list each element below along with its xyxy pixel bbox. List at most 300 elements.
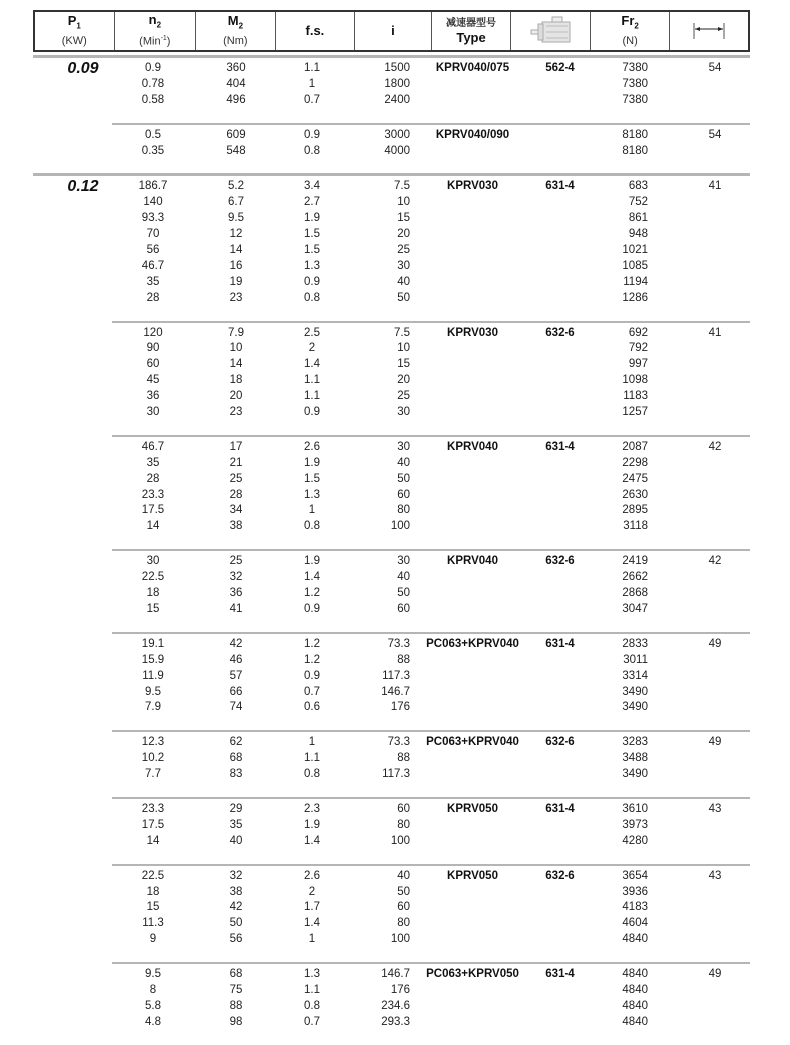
cell-fs: 1 (308, 736, 316, 749)
table-row (0, 243, 750, 259)
table-row (0, 900, 750, 916)
header-dimension (670, 12, 748, 50)
cell-n2: 30 (146, 406, 160, 419)
cell-fr2: 4840 (622, 999, 648, 1012)
table-row (0, 818, 750, 834)
cell-motor: 631-4 (545, 180, 575, 193)
cell-n2: 19.1 (141, 637, 165, 650)
cell-m2: 23 (229, 406, 243, 419)
cell-dimension: 43 (708, 802, 722, 815)
cell-m2: 496 (226, 93, 246, 106)
cell-fr2: 1286 (622, 291, 648, 304)
cell-fs: 2 (308, 342, 316, 355)
type-label: Type (456, 30, 486, 45)
cell-m2: 28 (229, 488, 243, 501)
cell-n2: 23.3 (141, 488, 165, 501)
cell-fs: 1.3 (304, 968, 320, 981)
cell-type: KPRV040/075 (435, 62, 510, 74)
performance-table (0, 55, 790, 1045)
table-row (0, 291, 750, 307)
table-row (0, 767, 750, 783)
cell-n2: 15 (146, 602, 160, 615)
cell-type: PC063+KPRV040 (426, 637, 519, 650)
cell-m2: 16 (229, 259, 243, 272)
table-row (0, 586, 750, 602)
cell-fr2: 3490 (622, 701, 648, 714)
cell-type: KPRV050 (447, 802, 498, 815)
table-group (112, 864, 750, 962)
cell-ratio: 3000 (384, 128, 410, 141)
cell-m2: 98 (229, 1015, 243, 1028)
table-group (112, 435, 750, 549)
i-symbol: i (391, 23, 395, 38)
cell-m2: 36 (229, 587, 243, 600)
cell-m2: 75 (229, 983, 243, 996)
cell-ratio: 25 (397, 244, 410, 257)
cell-ratio: 234.6 (381, 999, 410, 1012)
cell-ratio: 60 (397, 488, 410, 501)
cell-ratio: 50 (397, 885, 410, 898)
cell-fs: 1.4 (304, 358, 320, 371)
cell-n2: 9 (149, 933, 157, 946)
cell-n2: 18 (146, 587, 160, 600)
cell-m2: 12 (229, 228, 243, 241)
cell-fs: 1.1 (304, 62, 320, 74)
cell-fs: 0.6 (304, 701, 320, 714)
cell-ratio: 100 (390, 834, 410, 847)
header-m2 (196, 12, 276, 50)
cell-fs: 2.3 (304, 802, 320, 815)
cell-fs: 1.4 (304, 571, 320, 584)
cell-n2: 35 (146, 456, 160, 469)
cell-ratio: 50 (397, 587, 410, 600)
cell-n2: 120 (143, 326, 163, 339)
cell-fs: 2.7 (304, 196, 320, 209)
table-row (0, 456, 750, 472)
cell-fr2: 3490 (622, 685, 648, 698)
cell-fs: 0.8 (304, 144, 320, 157)
cell-m2: 42 (229, 637, 243, 650)
cell-ratio: 60 (397, 901, 410, 914)
cell-fs: 0.8 (304, 768, 320, 781)
table-row (0, 179, 750, 195)
cell-m2: 404 (226, 77, 246, 90)
cell-fr2: 997 (628, 358, 648, 371)
cell-n2: 7.7 (145, 768, 161, 781)
table-group (112, 962, 750, 1045)
cell-m2: 34 (229, 504, 243, 517)
cell-fr2: 683 (628, 180, 648, 193)
table-row (0, 554, 750, 570)
cell-fr2: 792 (628, 342, 648, 355)
table-row (0, 916, 750, 932)
cell-fr2: 8180 (622, 144, 648, 157)
cell-n2: 7.9 (145, 701, 161, 714)
cell-fr2: 3283 (622, 736, 648, 749)
cell-ratio: 25 (397, 390, 410, 403)
cell-fr2: 7380 (622, 93, 648, 106)
table-row (0, 341, 750, 357)
cell-ratio: 146.7 (381, 968, 410, 981)
cell-m2: 57 (229, 669, 243, 682)
cell-fr2: 4280 (622, 834, 648, 847)
cell-fs: 0.9 (304, 128, 320, 141)
cell-motor: 632-6 (545, 869, 575, 882)
cell-n2: 46.7 (141, 440, 165, 453)
cell-n2: 23.3 (141, 802, 165, 815)
cell-fr2: 7380 (622, 62, 648, 74)
cell-fr2: 1257 (622, 406, 648, 419)
cell-ratio: 7.5 (394, 180, 410, 193)
power-value: 0.09 (67, 60, 99, 77)
n2-unit: (Min (139, 36, 161, 49)
cell-n2: 11.3 (142, 917, 164, 930)
cell-fs: 1.5 (304, 228, 320, 241)
cell-fs: 1 (308, 77, 316, 90)
cell-n2: 8 (149, 983, 157, 996)
cell-ratio: 40 (397, 869, 410, 882)
cell-fs: 0.9 (304, 275, 320, 288)
cell-n2: 36 (146, 390, 160, 403)
cell-fr2: 1085 (622, 259, 648, 272)
header-p1 (35, 12, 115, 50)
cell-dimension: 42 (708, 440, 722, 453)
cell-m2: 41 (229, 602, 243, 615)
cell-n2: 12.3 (141, 736, 165, 749)
motor-icon (528, 15, 574, 47)
cell-fs: 0.9 (304, 602, 320, 615)
cell-ratio: 40 (397, 275, 410, 288)
cell-type: KPRV030 (447, 326, 498, 339)
cell-m2: 38 (229, 885, 243, 898)
cell-fr2: 8180 (622, 128, 648, 141)
cell-fr2: 3118 (623, 520, 648, 533)
cell-dimension: 43 (708, 869, 722, 882)
cell-fs: 1 (308, 933, 316, 946)
cell-motor: 632-6 (545, 555, 575, 568)
cell-ratio: 60 (397, 802, 410, 815)
p1-unit: (KW) (61, 34, 87, 47)
cell-n2: 0.58 (141, 93, 165, 106)
cell-n2: 186.7 (138, 180, 168, 193)
cell-ratio: 80 (397, 504, 410, 517)
cell-m2: 18 (229, 374, 243, 387)
cell-n2: 9.5 (145, 968, 161, 981)
cell-dimension: 49 (708, 968, 722, 981)
m2-symbol: M (227, 13, 239, 29)
cell-dimension: 49 (708, 637, 722, 650)
cell-fs: 0.7 (304, 93, 320, 106)
cell-fs: 2.5 (304, 326, 320, 339)
cell-n2: 0.35 (141, 144, 165, 157)
cell-fr2: 4840 (622, 983, 648, 996)
table-row (0, 503, 750, 519)
cell-m2: 14 (229, 244, 243, 257)
fr2-symbol: Fr (621, 13, 635, 29)
cell-m2: 83 (229, 768, 243, 781)
cell-fs: 2 (308, 885, 316, 898)
cell-fr2: 752 (628, 196, 648, 209)
cell-m2: 29 (229, 802, 243, 815)
cell-fr2: 2833 (622, 637, 648, 650)
cell-n2: 30 (146, 555, 160, 568)
cell-n2: 22.5 (141, 571, 165, 584)
cell-type: KPRV030 (447, 180, 498, 193)
cell-fs: 0.9 (304, 406, 320, 419)
table-row (0, 735, 750, 751)
cell-fr2: 2868 (622, 587, 648, 600)
m2-unit: (Nm) (223, 34, 248, 47)
table-group (112, 797, 750, 864)
cell-type: PC063+KPRV050 (426, 968, 519, 981)
cell-m2: 9.5 (228, 212, 244, 225)
cell-fs: 1.2 (304, 637, 320, 650)
cell-m2: 88 (229, 999, 243, 1012)
cell-fs: 1.2 (304, 653, 320, 666)
m2-sub: 2 (238, 21, 244, 31)
cell-ratio: 80 (397, 818, 410, 831)
cell-fs: 1.4 (304, 834, 320, 847)
fr2-unit: (N) (622, 34, 638, 47)
cell-m2: 32 (229, 869, 243, 882)
cell-fs: 1.4 (304, 917, 320, 930)
cell-fr2: 4840 (622, 933, 648, 946)
table-row (0, 326, 750, 342)
cell-m2: 19 (229, 275, 243, 288)
table-header (33, 10, 750, 52)
cell-fr2: 3314 (622, 669, 648, 682)
cell-m2: 5.2 (228, 180, 244, 193)
cell-n2: 15 (146, 901, 160, 914)
cell-fs: 0.9 (304, 669, 320, 682)
cell-fs: 1.2 (304, 587, 320, 600)
cell-ratio: 40 (397, 571, 410, 584)
cell-dimension: 41 (708, 180, 722, 193)
cell-ratio: 146.7 (381, 685, 410, 698)
cell-ratio: 1800 (384, 77, 410, 90)
table-group (112, 321, 750, 435)
cell-m2: 7.9 (228, 326, 244, 339)
cell-ratio: 4000 (384, 144, 410, 157)
cell-ratio: 88 (397, 752, 410, 765)
table-row (0, 700, 750, 716)
cell-fr2: 4840 (622, 1015, 648, 1028)
cell-ratio: 176 (390, 701, 410, 714)
cell-fr2: 1183 (623, 390, 648, 403)
cell-n2: 17.5 (141, 818, 165, 831)
cell-n2: 0.78 (141, 77, 165, 90)
cell-fs: 1 (308, 504, 316, 517)
cell-fr2: 948 (628, 228, 648, 241)
cell-n2: 93.3 (141, 212, 165, 225)
cell-fs: 0.7 (304, 685, 320, 698)
cell-dimension: 54 (708, 128, 722, 141)
cell-fr2: 2298 (622, 456, 648, 469)
cell-n2: 45 (146, 374, 160, 387)
cell-m2: 62 (229, 736, 243, 749)
p1-symbol: P (67, 13, 77, 29)
cell-fs: 1.3 (304, 259, 320, 272)
cell-n2: 22.5 (141, 869, 165, 882)
table-row (0, 685, 750, 701)
cell-n2: 10.2 (141, 752, 165, 765)
cell-fr2: 3047 (622, 602, 648, 615)
cell-ratio: 60 (397, 602, 410, 615)
cell-m2: 68 (229, 752, 243, 765)
cell-m2: 609 (226, 128, 246, 141)
cell-fr2: 3936 (622, 885, 648, 898)
table-row (0, 570, 750, 586)
type-chinese-label: 减速器型号 (446, 18, 497, 29)
header-type (432, 12, 512, 50)
cell-m2: 42 (229, 901, 243, 914)
cell-n2: 17.5 (141, 504, 165, 517)
table-row (0, 932, 750, 948)
header-motor (511, 12, 591, 50)
cell-ratio: 20 (397, 374, 410, 387)
cell-fr2: 692 (628, 326, 648, 339)
table-row (0, 195, 750, 211)
cell-ratio: 30 (397, 406, 410, 419)
cell-ratio: 10 (397, 342, 410, 355)
table-row (0, 653, 750, 669)
cell-m2: 14 (229, 358, 243, 371)
cell-ratio: 293.3 (381, 1015, 410, 1028)
cell-n2: 18 (146, 885, 160, 898)
cell-fr2: 3973 (622, 818, 648, 831)
cell-dimension: 42 (708, 555, 722, 568)
table-group (33, 173, 750, 320)
cell-fs: 2.6 (304, 440, 320, 453)
cell-motor: 632-6 (545, 736, 575, 749)
cell-n2: 46.7 (141, 259, 165, 272)
p1-sub: 1 (76, 21, 81, 31)
cell-fr2: 2087 (622, 440, 648, 453)
cell-m2: 35 (229, 818, 243, 831)
cell-n2: 28 (146, 472, 160, 485)
table-row (0, 802, 750, 818)
cell-fs: 1.1 (304, 374, 320, 387)
cell-ratio: 100 (390, 520, 410, 533)
table-row (0, 472, 750, 488)
cell-motor: 562-4 (545, 62, 575, 74)
cell-fr2: 4604 (622, 917, 648, 930)
cell-motor: 631-4 (545, 440, 575, 453)
cell-fs: 1.3 (304, 488, 320, 501)
table-row (0, 259, 750, 275)
cell-fs: 0.8 (304, 999, 320, 1012)
cell-ratio: 88 (397, 653, 410, 666)
n2-unit-sup: -1 (160, 35, 167, 43)
cell-fs: 0.8 (304, 291, 320, 304)
cell-ratio: 30 (397, 555, 410, 568)
cell-type: PC063+KPRV040 (426, 736, 519, 749)
cell-type: KPRV050 (447, 869, 498, 882)
table-group (112, 549, 750, 632)
cell-fr2: 7380 (622, 77, 648, 90)
cell-fr2: 2475 (622, 472, 648, 485)
cell-m2: 21 (229, 456, 243, 469)
table-row (0, 488, 750, 504)
cell-fs: 1.9 (304, 456, 320, 469)
cell-n2: 0.9 (145, 62, 161, 74)
cell-n2: 70 (146, 228, 160, 241)
cell-fr2: 1194 (623, 275, 648, 288)
cell-fr2: 3654 (622, 869, 648, 882)
cell-motor: 632-6 (545, 326, 575, 339)
cell-n2: 15.9 (141, 653, 165, 666)
table-row (0, 389, 750, 405)
cell-m2: 68 (229, 968, 243, 981)
cell-motor: 631-4 (545, 637, 575, 650)
cell-n2: 35 (146, 275, 160, 288)
cell-fs: 1.9 (304, 818, 320, 831)
cell-ratio: 176 (390, 983, 410, 996)
table-row (0, 751, 750, 767)
cell-fs: 1.5 (304, 244, 320, 257)
cell-fs: 1.1 (304, 390, 320, 403)
cell-ratio: 117.3 (382, 669, 410, 682)
table-row (0, 1015, 750, 1031)
table-row (0, 77, 750, 93)
table-row (0, 405, 750, 421)
cell-type: KPRV040 (447, 440, 498, 453)
cell-m2: 548 (226, 144, 246, 157)
cell-n2: 0.5 (145, 128, 161, 141)
cell-n2: 14 (146, 520, 160, 533)
table-row (0, 999, 750, 1015)
cell-m2: 40 (229, 834, 243, 847)
cell-n2: 90 (146, 342, 160, 355)
cell-m2: 25 (229, 472, 243, 485)
table-row (0, 144, 750, 160)
cell-m2: 20 (229, 390, 243, 403)
table-group (33, 55, 750, 123)
cell-ratio: 30 (397, 259, 410, 272)
table-group (112, 632, 750, 730)
cell-fr2: 2895 (622, 504, 648, 517)
cell-fs: 1.1 (304, 752, 320, 765)
cell-m2: 32 (229, 571, 243, 584)
cell-ratio: 15 (397, 358, 410, 371)
cell-ratio: 30 (397, 440, 410, 453)
cell-type: KPRV040 (447, 555, 498, 568)
fr2-sub: 2 (634, 21, 639, 31)
cell-m2: 66 (229, 685, 243, 698)
table-row (0, 869, 750, 885)
table-row (0, 440, 750, 456)
cell-m2: 23 (229, 291, 243, 304)
table-row (0, 637, 750, 653)
cell-m2: 10 (229, 342, 243, 355)
header-fs (276, 12, 356, 50)
cell-m2: 25 (229, 555, 243, 568)
cell-n2: 140 (143, 196, 163, 209)
cell-fr2: 3011 (623, 653, 648, 666)
cell-m2: 17 (229, 440, 243, 453)
cell-fr2: 3488 (622, 752, 648, 765)
cell-dimension: 41 (708, 326, 722, 339)
cell-ratio: 50 (397, 291, 410, 304)
table-row (0, 669, 750, 685)
cell-ratio: 80 (397, 917, 410, 930)
cell-m2: 46 (229, 653, 243, 666)
cell-fr2: 2662 (622, 571, 648, 584)
table-row (0, 885, 750, 901)
cell-ratio: 73.3 (387, 736, 410, 749)
cell-m2: 38 (229, 520, 243, 533)
cell-fr2: 3490 (622, 768, 648, 781)
